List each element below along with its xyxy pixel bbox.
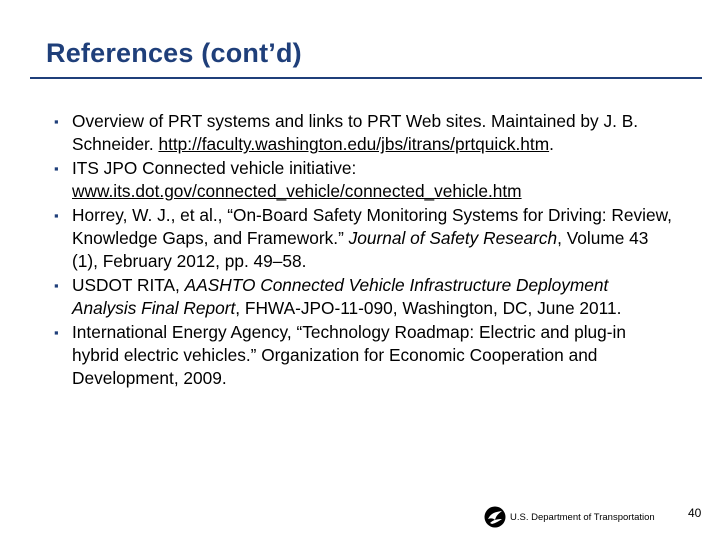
page-number: 40 xyxy=(688,506,702,520)
reference-list xyxy=(54,110,674,391)
reference-link[interactable]: http://faculty.washington.edu/jbs/itrans/prtquick.htm xyxy=(158,134,550,155)
reference-link[interactable]: www.its.dot.gov/connected_vehicle/connected_vehicle.htm xyxy=(72,181,522,202)
department-name: U.S. Department of Transportation xyxy=(510,511,655,523)
title-divider xyxy=(30,77,702,79)
dot-eagle-logo-icon xyxy=(484,506,506,528)
reference-item: ▪ ITS JPO Connected vehicle initiative: www.its.dot.gov/connected_vehicle/connected_vehicle.htm xyxy=(54,157,674,204)
journal-title: Journal of Safety Research xyxy=(348,228,558,249)
reference-item: ▪ USDOT RITA, AASHTO Connected Vehicle Infrastructure Deployment Analysis Final Report, FHWA-JPO-11-090, Washington, DC, June 2011. xyxy=(54,274,674,321)
footer xyxy=(484,506,655,528)
report-title: AASHTO Connected Vehicle Infrastructure Deployment Analysis Final Report xyxy=(72,274,609,319)
reference-item: ▪ Overview of PRT systems and links to PRT Web sites. Maintained by J. B. Schneider. http://faculty.washington.edu/jbs/itrans/prtquick.htm. xyxy=(54,110,674,157)
reference-item: ▪ Horrey, W. J., et al., “On-Board Safety Monitoring Systems for Driving: Review, Knowledge Gaps, and Framework.” Journal of Safety Research, Volume 43 (1), February 2012, pp. 49–58. xyxy=(54,204,674,274)
reference-item: ▪ International Energy Agency, “Technology Roadmap: Electric and plug-in hybrid electric vehicles.” Organization for Economic Cooperation and Development, 2009. xyxy=(54,321,674,391)
slide-title: References (cont’d) xyxy=(46,38,302,68)
